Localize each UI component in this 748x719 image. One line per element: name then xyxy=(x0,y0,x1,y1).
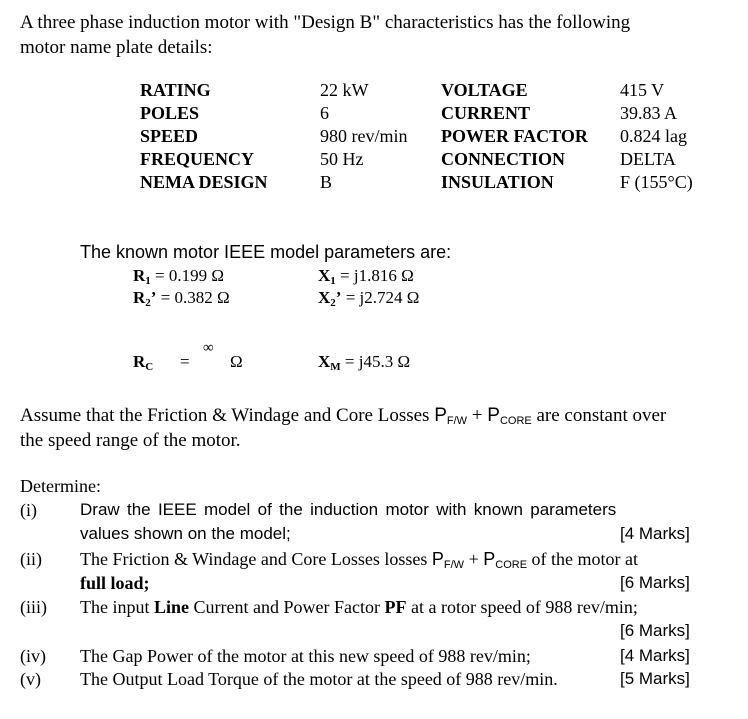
param-symbol: X xyxy=(318,352,331,371)
intro-line-1: A three phase induction motor with "Design B" characteristics has the following xyxy=(20,12,631,33)
param-subscript: M xyxy=(330,361,341,373)
nameplate-label: CONNECTION xyxy=(441,149,566,169)
item-text: Draw the IEEE model of the induction motor with known parameters xyxy=(80,500,617,519)
nameplate-label: POWER FACTOR xyxy=(441,126,588,146)
determine-heading: Determine: xyxy=(20,476,101,496)
nameplate-label: INSULATION xyxy=(441,172,554,192)
loss-symbol-fw xyxy=(434,405,467,426)
item-marks: [4 Marks] xyxy=(620,646,690,665)
item-text-bold: PF xyxy=(384,597,407,617)
param-symbol: X xyxy=(318,288,331,307)
param-symbol: R xyxy=(133,352,146,371)
param-rc-equals: = xyxy=(180,352,190,371)
item-marks: [4 Marks] xyxy=(620,524,690,543)
item-text xyxy=(80,549,638,571)
nameplate-value: 39.83 A xyxy=(620,103,678,123)
nameplate-value: F (155°C) xyxy=(620,172,693,192)
loss-symbol: P xyxy=(431,549,444,569)
loss-symbol: P xyxy=(483,549,496,569)
item-text xyxy=(80,597,638,618)
nameplate-label: FREQUENCY xyxy=(140,149,255,169)
nameplate-value: DELTA xyxy=(620,149,676,169)
model-heading: The known motor IEEE model parameters are: xyxy=(80,242,452,262)
item-text-part: at a rotor speed of 988 rev/min; xyxy=(406,597,638,617)
item-marks: [6 Marks] xyxy=(620,621,690,640)
item-marks: [5 Marks] xyxy=(620,669,690,688)
intro-line-2: motor name plate details: xyxy=(20,37,213,58)
param-symbol: R xyxy=(133,266,146,285)
nameplate-value: B xyxy=(320,172,333,192)
loss-symbol-core xyxy=(483,549,527,569)
item-number: (iv) xyxy=(20,646,46,666)
param-x2 xyxy=(318,288,419,309)
param-subscript: C xyxy=(145,361,154,373)
nameplate-value: 22 kW xyxy=(320,80,369,100)
loss-symbol: P xyxy=(434,405,447,426)
item-text: The Output Load Torque of the motor at the speed of 988 rev/min. xyxy=(80,669,558,689)
item-number: (v) xyxy=(20,669,41,689)
assume-line-2: the speed range of the motor. xyxy=(20,430,241,451)
nameplate-label: POLES xyxy=(140,103,200,123)
loss-subscript: CORE xyxy=(499,415,532,427)
param-rc xyxy=(133,352,153,373)
loss-subscript: F/W xyxy=(443,559,465,571)
item-text-part: of the motor at xyxy=(527,549,639,569)
nameplate-label: NEMA DESIGN xyxy=(140,172,268,192)
param-value: = 0.382 Ω xyxy=(160,288,230,307)
param-r1 xyxy=(133,266,224,287)
param-subscript: 1 xyxy=(330,275,336,287)
param-value: = j45.3 Ω xyxy=(344,352,411,371)
param-symbol: R xyxy=(133,288,146,307)
param-subscript: 2 xyxy=(145,297,151,309)
item-text: values shown on the model; xyxy=(80,524,291,543)
item-text: The Gap Power of the motor at this new speed of 988 rev/min; xyxy=(80,646,531,666)
param-rc-unit: Ω xyxy=(230,352,243,371)
param-value: = j1.816 Ω xyxy=(340,266,414,285)
param-prime: ’ xyxy=(150,288,157,307)
param-subscript: 1 xyxy=(145,275,151,287)
loss-subscript: F/W xyxy=(446,415,468,427)
plus-sign: + xyxy=(467,405,488,426)
nameplate-label: CURRENT xyxy=(441,103,531,123)
nameplate-value: 6 xyxy=(320,103,329,123)
nameplate-label: RATING xyxy=(140,80,211,100)
assume-text: Assume that the Friction & Windage and Core Losses xyxy=(20,405,435,426)
param-symbol: X xyxy=(318,266,331,285)
param-value: = 0.199 Ω xyxy=(155,266,225,285)
item-text-part: The Friction & Windage and Core Losses losses xyxy=(80,549,432,569)
assume-text: are constant over xyxy=(531,405,667,426)
item-text-part: Current and Power Factor xyxy=(189,597,385,617)
item-text: full load; xyxy=(80,573,150,593)
param-subscript: 2 xyxy=(330,297,336,309)
param-prime: ’ xyxy=(335,288,342,307)
loss-symbol: P xyxy=(487,405,500,426)
param-r2 xyxy=(133,288,230,309)
item-text-part: The input xyxy=(80,597,154,617)
item-number: (i) xyxy=(20,500,37,520)
loss-subscript: CORE xyxy=(495,559,528,571)
nameplate-value: 415 V xyxy=(620,80,665,100)
item-number: (iii) xyxy=(20,597,47,617)
nameplate-value: 0.824 lag xyxy=(620,126,687,146)
param-value: = j2.724 Ω xyxy=(345,288,420,307)
loss-symbol-fw xyxy=(432,549,464,569)
item-marks: [6 Marks] xyxy=(620,573,690,592)
item-text-bold: Line xyxy=(154,597,190,617)
item-number: (ii) xyxy=(20,549,42,569)
plus-sign: + xyxy=(464,549,484,569)
param-x1 xyxy=(318,266,414,287)
loss-symbol-core xyxy=(487,405,531,426)
nameplate-value: 980 rev/min xyxy=(320,126,408,146)
nameplate-value: 50 Hz xyxy=(320,149,364,169)
nameplate-label: SPEED xyxy=(140,126,199,146)
infinity-symbol: ∞ xyxy=(203,340,214,356)
param-xm xyxy=(318,352,410,373)
nameplate-label: VOLTAGE xyxy=(441,80,528,100)
